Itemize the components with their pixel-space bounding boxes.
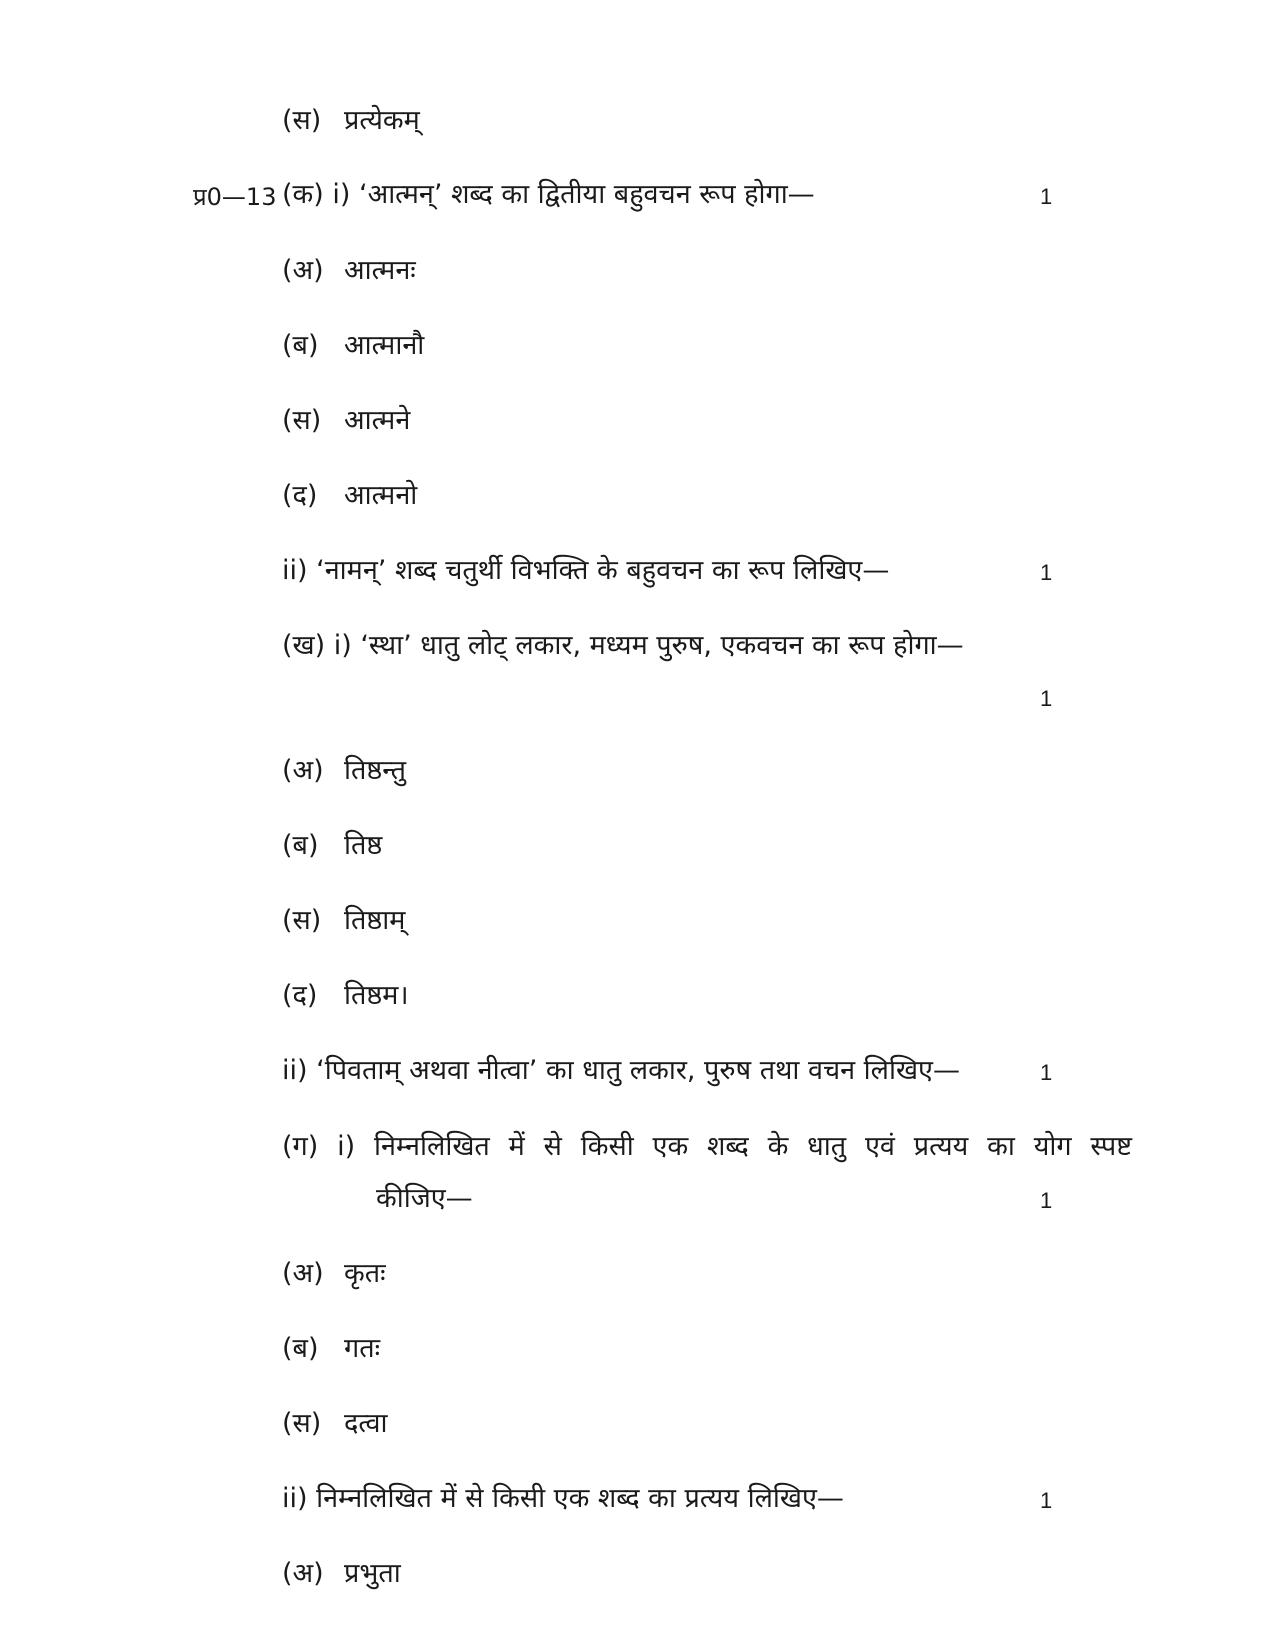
option-s2: (स) तिष्ठाम् [282,905,406,936]
marks-g-ii: 1 [1040,1488,1053,1513]
question-13-k-i: (क) i) ‘आत्मन्’ शब्द का द्वितीया बहुवचन रूप होगा— [282,179,815,210]
option-b1: (ब) आत्मानौ [282,330,425,361]
question-g-i-line2: कीजिए— [376,1183,473,1214]
question-kh-i: (ख) i) ‘स्था’ धातु लोट् लकार, मध्यम पुरुष, एकवचन का रूप होगा— [282,630,964,661]
question-k-ii: ii) ‘नामन्’ शब्द चतुर्थी विभक्ति के बहुवचन का रूप लिखिए— [282,555,890,586]
option-b2: (ब) तिष्ठ [282,830,383,861]
option-s3: (स) दत्वा [282,1408,388,1439]
question-number: प्र0—13 [193,183,277,211]
option-d1: (द) आत्मनो [282,480,418,511]
option-s-prev: (स) प्रत्येकम् [282,105,420,136]
option-s1: (स) आत्मने [282,405,411,436]
marks-kh-ii: 1 [1040,1060,1053,1085]
question-g-i-line1: (ग) i) निम्नलिखित में से किसी एक शब्द के धातु एवं प्रत्यय का योग स्पष्ट [282,1131,1132,1162]
marks-kh-i: 1 [1040,686,1053,711]
option-a1: (अ) आत्मनः [282,255,416,286]
option-b3: (ब) गतः [282,1333,381,1364]
option-a2: (अ) तिष्ठन्तु [282,755,406,786]
marks-k-i: 1 [1040,184,1053,209]
option-a4: (अ) प्रभुता [282,1558,401,1589]
marks-g-i: 1 [1040,1188,1053,1213]
option-d2: (द) तिष्ठम। [282,980,409,1011]
question-kh-ii: ii) ‘पिवताम् अथवा नीत्वा’ का धातु लकार, पुरुष तथा वचन लिखिए— [282,1055,960,1086]
marks-k-ii: 1 [1040,560,1053,585]
question-g-ii: ii) निम्नलिखित में से किसी एक शब्द का प्रत्यय लिखिए— [282,1483,844,1514]
option-a3: (अ) कृतः [282,1258,386,1289]
